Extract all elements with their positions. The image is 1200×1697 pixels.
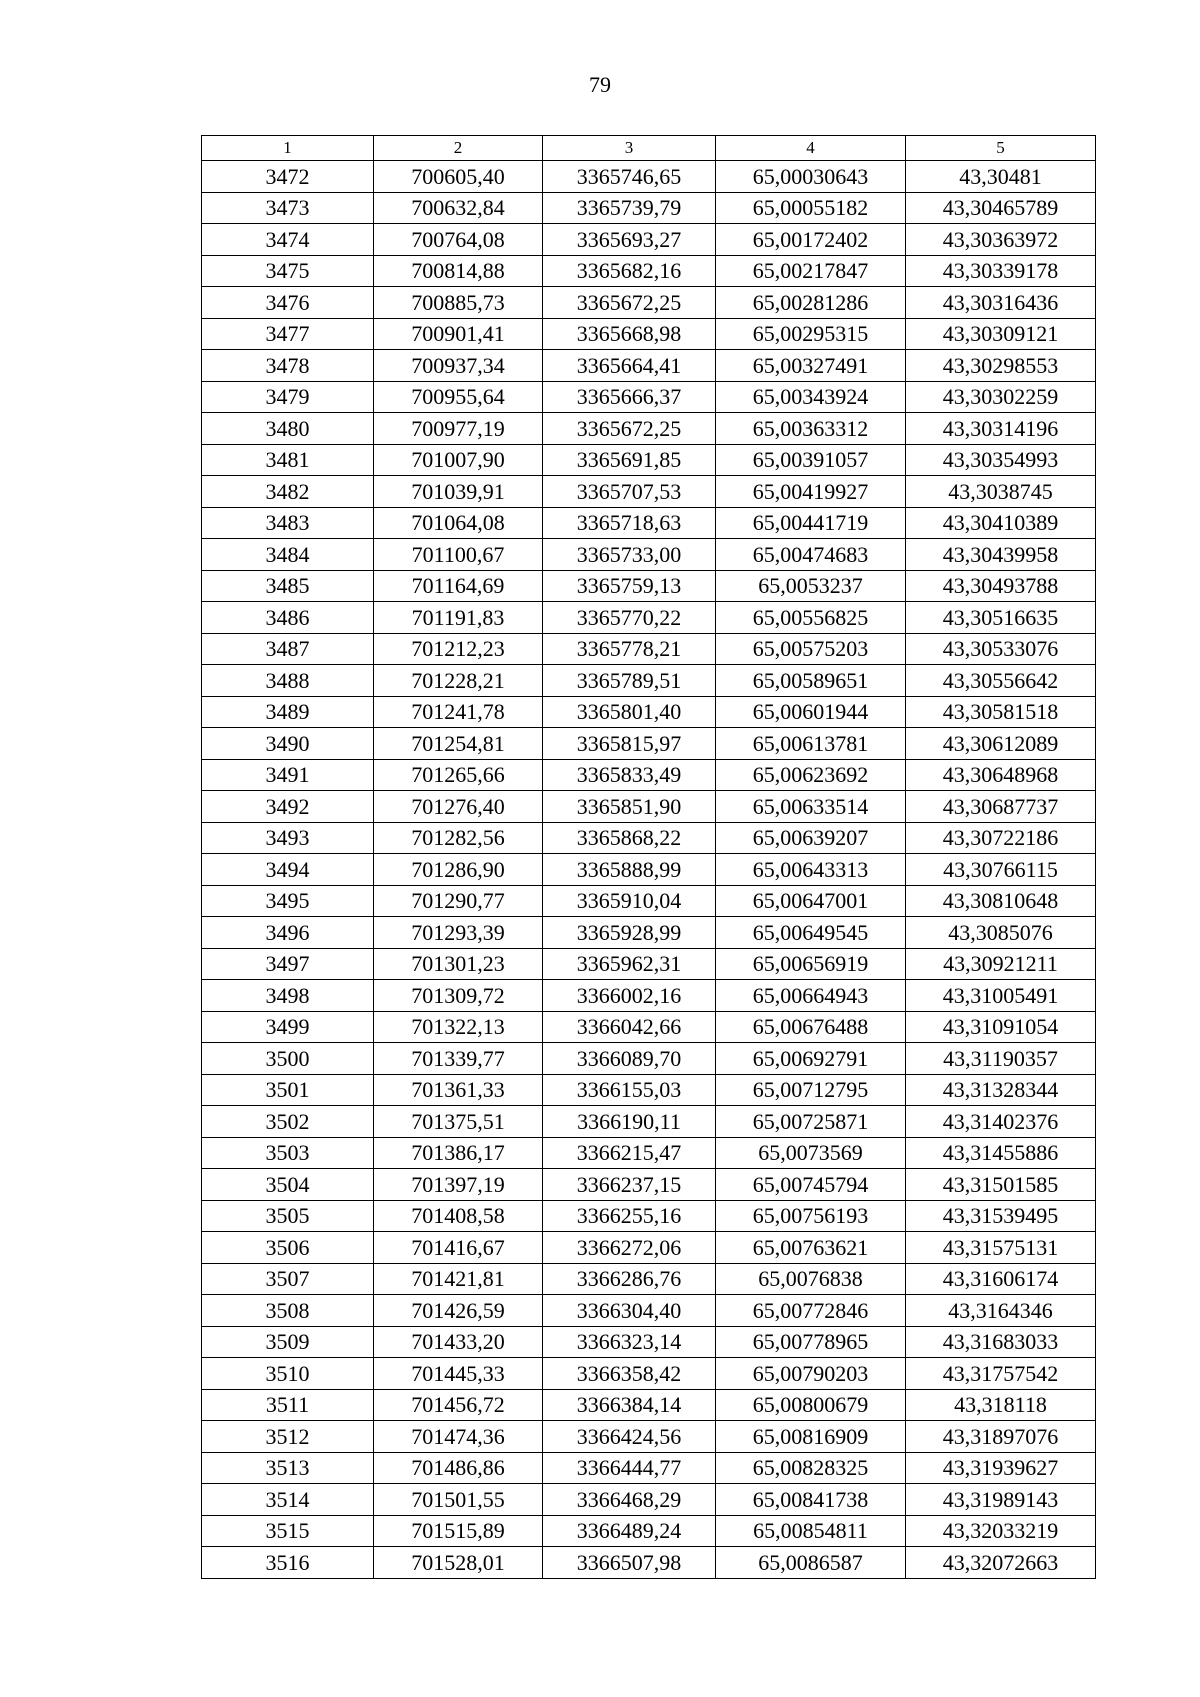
table-cell: 43,30556642 xyxy=(906,665,1096,697)
table-cell: 65,00763621 xyxy=(716,1232,906,1264)
table-cell: 3476 xyxy=(202,287,374,319)
table-cell: 700977,19 xyxy=(374,413,543,445)
table-cell: 3516 xyxy=(202,1547,374,1579)
table-cell: 3491 xyxy=(202,759,374,791)
table-cell: 3510 xyxy=(202,1358,374,1390)
table-cell: 3478 xyxy=(202,350,374,382)
table-cell: 65,00790203 xyxy=(716,1358,906,1390)
table-cell: 3503 xyxy=(202,1137,374,1169)
table-cell: 701408,58 xyxy=(374,1200,543,1232)
table-cell: 43,30363972 xyxy=(906,224,1096,256)
table-row xyxy=(202,728,1096,760)
table-cell: 43,30410389 xyxy=(906,507,1096,539)
table-cell: 3366323,14 xyxy=(543,1326,716,1358)
table-cell: 3366424,56 xyxy=(543,1421,716,1453)
table-cell: 65,00664943 xyxy=(716,980,906,1012)
table-cell: 65,00613781 xyxy=(716,728,906,760)
table-cell: 65,00172402 xyxy=(716,224,906,256)
table-row xyxy=(202,1137,1096,1169)
table-cell: 3365746,65 xyxy=(543,161,716,193)
table-row xyxy=(202,1484,1096,1516)
table-cell: 3366444,77 xyxy=(543,1452,716,1484)
table-cell: 3474 xyxy=(202,224,374,256)
table-cell: 43,30648968 xyxy=(906,759,1096,791)
table-cell: 3365815,97 xyxy=(543,728,716,760)
table-cell: 3365668,98 xyxy=(543,318,716,350)
table-row xyxy=(202,350,1096,382)
table-cell: 65,00575203 xyxy=(716,633,906,665)
table-cell: 43,3038745 xyxy=(906,476,1096,508)
table-cell: 3366255,16 xyxy=(543,1200,716,1232)
table-cell: 701290,77 xyxy=(374,885,543,917)
table-cell: 43,30921211 xyxy=(906,948,1096,980)
table-cell: 3366468,29 xyxy=(543,1484,716,1516)
table-row xyxy=(202,1169,1096,1201)
table-cell: 65,00589651 xyxy=(716,665,906,697)
table-cell: 3495 xyxy=(202,885,374,917)
table-cell: 65,00745794 xyxy=(716,1169,906,1201)
table-cell: 3366304,40 xyxy=(543,1295,716,1327)
table-cell: 3365801,40 xyxy=(543,696,716,728)
table-cell: 701276,40 xyxy=(374,791,543,823)
column-header-2: 2 xyxy=(374,136,543,161)
table-cell: 3497 xyxy=(202,948,374,980)
table-row xyxy=(202,633,1096,665)
table-cell: 65,00676488 xyxy=(716,1011,906,1043)
table-cell: 3365833,49 xyxy=(543,759,716,791)
table-cell: 701007,90 xyxy=(374,444,543,476)
table-cell: 65,00643313 xyxy=(716,854,906,886)
table-cell: 3366384,14 xyxy=(543,1389,716,1421)
table-cell: 3485 xyxy=(202,570,374,602)
table-cell: 43,30314196 xyxy=(906,413,1096,445)
table-cell: 43,31091054 xyxy=(906,1011,1096,1043)
table-cell: 3480 xyxy=(202,413,374,445)
table-cell: 3366358,42 xyxy=(543,1358,716,1390)
table-row xyxy=(202,1358,1096,1390)
table-cell: 3483 xyxy=(202,507,374,539)
table-cell: 700955,64 xyxy=(374,381,543,413)
table-cell: 43,30766115 xyxy=(906,854,1096,886)
table-cell: 3500 xyxy=(202,1043,374,1075)
table-cell: 65,00725871 xyxy=(716,1106,906,1138)
table-cell: 65,00647001 xyxy=(716,885,906,917)
table-cell: 701322,13 xyxy=(374,1011,543,1043)
table-row xyxy=(202,696,1096,728)
table-cell: 701375,51 xyxy=(374,1106,543,1138)
table-cell: 3366489,24 xyxy=(543,1515,716,1547)
table-cell: 3365664,41 xyxy=(543,350,716,382)
table-cell: 3482 xyxy=(202,476,374,508)
table-cell: 3365672,25 xyxy=(543,413,716,445)
table-cell: 65,00295315 xyxy=(716,318,906,350)
table-cell: 701309,72 xyxy=(374,980,543,1012)
table-cell: 65,00692791 xyxy=(716,1043,906,1075)
coordinates-table xyxy=(201,135,1096,1579)
table-cell: 700764,08 xyxy=(374,224,543,256)
table-cell: 701528,01 xyxy=(374,1547,543,1579)
table-cell: 701416,67 xyxy=(374,1232,543,1264)
table-cell: 43,30493788 xyxy=(906,570,1096,602)
table-row xyxy=(202,885,1096,917)
table-cell: 3506 xyxy=(202,1232,374,1264)
table-cell: 3365789,51 xyxy=(543,665,716,697)
page-number: 79 xyxy=(589,72,611,97)
table-cell: 3488 xyxy=(202,665,374,697)
table-cell: 3502 xyxy=(202,1106,374,1138)
table-row xyxy=(202,287,1096,319)
table-cell: 3486 xyxy=(202,602,374,634)
table-cell: 3365666,37 xyxy=(543,381,716,413)
table-cell: 65,00391057 xyxy=(716,444,906,476)
table-cell: 65,00841738 xyxy=(716,1484,906,1516)
table-cell: 3366002,16 xyxy=(543,980,716,1012)
table-cell: 3365770,22 xyxy=(543,602,716,634)
table-row xyxy=(202,602,1096,634)
table-cell: 43,318118 xyxy=(906,1389,1096,1421)
table-row xyxy=(202,413,1096,445)
table-cell: 3499 xyxy=(202,1011,374,1043)
table-cell: 3365759,13 xyxy=(543,570,716,602)
table-cell: 43,31190357 xyxy=(906,1043,1096,1075)
table-cell: 43,30354993 xyxy=(906,444,1096,476)
table-cell: 3366215,47 xyxy=(543,1137,716,1169)
table-cell: 3513 xyxy=(202,1452,374,1484)
table-cell: 43,32033219 xyxy=(906,1515,1096,1547)
table-cell: 3366237,15 xyxy=(543,1169,716,1201)
table-cell: 701397,19 xyxy=(374,1169,543,1201)
table-cell: 3365718,63 xyxy=(543,507,716,539)
table-cell: 43,30298553 xyxy=(906,350,1096,382)
table-cell: 3365851,90 xyxy=(543,791,716,823)
table-cell: 3365672,25 xyxy=(543,287,716,319)
table-row xyxy=(202,1547,1096,1579)
table-cell: 701241,78 xyxy=(374,696,543,728)
table-cell: 65,00816909 xyxy=(716,1421,906,1453)
table-cell: 65,00656919 xyxy=(716,948,906,980)
table-cell: 701212,23 xyxy=(374,633,543,665)
table-cell: 43,31606174 xyxy=(906,1263,1096,1295)
table-cell: 65,00828325 xyxy=(716,1452,906,1484)
table-cell: 3484 xyxy=(202,539,374,571)
table-body xyxy=(202,161,1096,1579)
table-cell: 65,00649545 xyxy=(716,917,906,949)
table-cell: 3365778,21 xyxy=(543,633,716,665)
table-cell: 65,00623692 xyxy=(716,759,906,791)
table-cell: 65,0086587 xyxy=(716,1547,906,1579)
table-cell: 701433,20 xyxy=(374,1326,543,1358)
table-cell: 3365888,99 xyxy=(543,854,716,886)
table-cell: 65,00217847 xyxy=(716,255,906,287)
table-cell: 3507 xyxy=(202,1263,374,1295)
table-cell: 3504 xyxy=(202,1169,374,1201)
table-row xyxy=(202,444,1096,476)
table-cell: 701286,90 xyxy=(374,854,543,886)
column-header-3: 3 xyxy=(543,136,716,161)
table-cell: 701339,77 xyxy=(374,1043,543,1075)
table-cell: 65,0076838 xyxy=(716,1263,906,1295)
table-cell: 3366286,76 xyxy=(543,1263,716,1295)
table-row xyxy=(202,1421,1096,1453)
table-cell: 701100,67 xyxy=(374,539,543,571)
table-cell: 3365693,27 xyxy=(543,224,716,256)
table-cell: 3365733,00 xyxy=(543,539,716,571)
table-cell: 3511 xyxy=(202,1389,374,1421)
table-cell: 65,00474683 xyxy=(716,539,906,571)
table-cell: 65,00854811 xyxy=(716,1515,906,1547)
table-cell: 65,00778965 xyxy=(716,1326,906,1358)
table-row xyxy=(202,980,1096,1012)
column-header-4: 4 xyxy=(716,136,906,161)
table-row xyxy=(202,161,1096,193)
table-cell: 700885,73 xyxy=(374,287,543,319)
table-cell: 43,31005491 xyxy=(906,980,1096,1012)
table-cell: 43,31539495 xyxy=(906,1200,1096,1232)
table-cell: 65,00633514 xyxy=(716,791,906,823)
table-cell: 3494 xyxy=(202,854,374,886)
table-cell: 43,32072663 xyxy=(906,1547,1096,1579)
table-row xyxy=(202,381,1096,413)
table-cell: 3366190,11 xyxy=(543,1106,716,1138)
table-cell: 3514 xyxy=(202,1484,374,1516)
table-cell: 43,30316436 xyxy=(906,287,1096,319)
table-cell: 3365928,99 xyxy=(543,917,716,949)
table-cell: 43,30302259 xyxy=(906,381,1096,413)
table-cell: 65,00363312 xyxy=(716,413,906,445)
table-row xyxy=(202,1452,1096,1484)
table-cell: 3508 xyxy=(202,1295,374,1327)
table-cell: 43,31897076 xyxy=(906,1421,1096,1453)
table-cell: 65,00055182 xyxy=(716,192,906,224)
table-cell: 3509 xyxy=(202,1326,374,1358)
table-row xyxy=(202,224,1096,256)
table-cell: 701421,81 xyxy=(374,1263,543,1295)
table-cell: 701064,08 xyxy=(374,507,543,539)
table-row xyxy=(202,318,1096,350)
table-cell: 43,31757542 xyxy=(906,1358,1096,1390)
table-row xyxy=(202,1043,1096,1075)
table-cell: 43,30465789 xyxy=(906,192,1096,224)
table-row xyxy=(202,665,1096,697)
table-row xyxy=(202,917,1096,949)
table-row xyxy=(202,507,1096,539)
table-row xyxy=(202,255,1096,287)
table-cell: 43,31989143 xyxy=(906,1484,1096,1516)
table-cell: 43,3085076 xyxy=(906,917,1096,949)
table-cell: 43,31455886 xyxy=(906,1137,1096,1169)
table-cell: 65,00639207 xyxy=(716,822,906,854)
table-cell: 701361,33 xyxy=(374,1074,543,1106)
table-cell: 3366272,06 xyxy=(543,1232,716,1264)
table-cell: 3365868,22 xyxy=(543,822,716,854)
table-cell: 701191,83 xyxy=(374,602,543,634)
table-cell: 43,30481 xyxy=(906,161,1096,193)
table-cell: 3472 xyxy=(202,161,374,193)
table-cell: 701293,39 xyxy=(374,917,543,949)
table-cell: 701445,33 xyxy=(374,1358,543,1390)
table-cell: 701474,36 xyxy=(374,1421,543,1453)
table-cell: 65,00327491 xyxy=(716,350,906,382)
column-header-5: 5 xyxy=(906,136,1096,161)
table-cell: 3365739,79 xyxy=(543,192,716,224)
table-cell: 65,00601944 xyxy=(716,696,906,728)
table-cell: 65,00030643 xyxy=(716,161,906,193)
table-cell: 3481 xyxy=(202,444,374,476)
table-cell: 43,30581518 xyxy=(906,696,1096,728)
table-cell: 3493 xyxy=(202,822,374,854)
table-cell: 65,00441719 xyxy=(716,507,906,539)
table-cell: 700901,41 xyxy=(374,318,543,350)
table-cell: 700814,88 xyxy=(374,255,543,287)
table-cell: 3365707,53 xyxy=(543,476,716,508)
table-row xyxy=(202,822,1096,854)
table-row xyxy=(202,1515,1096,1547)
table-cell: 3366042,66 xyxy=(543,1011,716,1043)
table-cell: 65,0053237 xyxy=(716,570,906,602)
table-cell: 43,31575131 xyxy=(906,1232,1096,1264)
table-cell: 3498 xyxy=(202,980,374,1012)
table-cell: 3475 xyxy=(202,255,374,287)
table-cell: 3496 xyxy=(202,917,374,949)
table-row xyxy=(202,948,1096,980)
table-cell: 3366089,70 xyxy=(543,1043,716,1075)
table-cell: 3365682,16 xyxy=(543,255,716,287)
table-cell: 43,30516635 xyxy=(906,602,1096,634)
table-cell: 43,31939627 xyxy=(906,1452,1096,1484)
table-cell: 3365691,85 xyxy=(543,444,716,476)
table-cell: 43,30612089 xyxy=(906,728,1096,760)
table-cell: 43,30810648 xyxy=(906,885,1096,917)
table-cell: 3473 xyxy=(202,192,374,224)
table-cell: 701039,91 xyxy=(374,476,543,508)
table-row xyxy=(202,1326,1096,1358)
table-cell: 701386,17 xyxy=(374,1137,543,1169)
table-cell: 3515 xyxy=(202,1515,374,1547)
table-cell: 3365910,04 xyxy=(543,885,716,917)
table-cell: 3512 xyxy=(202,1421,374,1453)
table-cell: 43,30533076 xyxy=(906,633,1096,665)
table-cell: 3366155,03 xyxy=(543,1074,716,1106)
table-row xyxy=(202,791,1096,823)
table-cell: 701501,55 xyxy=(374,1484,543,1516)
table-cell: 3490 xyxy=(202,728,374,760)
table-cell: 43,3164346 xyxy=(906,1295,1096,1327)
table-cell: 3487 xyxy=(202,633,374,665)
table-cell: 3365962,31 xyxy=(543,948,716,980)
table-cell: 701265,66 xyxy=(374,759,543,791)
table-row xyxy=(202,1263,1096,1295)
table-row xyxy=(202,192,1096,224)
table-cell: 43,31402376 xyxy=(906,1106,1096,1138)
table-cell: 43,31501585 xyxy=(906,1169,1096,1201)
table-header-row xyxy=(202,136,1096,161)
table-cell: 43,30687737 xyxy=(906,791,1096,823)
table-cell: 701228,21 xyxy=(374,665,543,697)
table-cell: 65,00343924 xyxy=(716,381,906,413)
table-row xyxy=(202,1011,1096,1043)
table-cell: 3492 xyxy=(202,791,374,823)
table-cell: 43,30339178 xyxy=(906,255,1096,287)
table-cell: 700605,40 xyxy=(374,161,543,193)
table-cell: 701515,89 xyxy=(374,1515,543,1547)
table-cell: 701301,23 xyxy=(374,948,543,980)
table-cell: 43,31328344 xyxy=(906,1074,1096,1106)
table-cell: 701282,56 xyxy=(374,822,543,854)
table-cell: 3501 xyxy=(202,1074,374,1106)
table-cell: 65,00756193 xyxy=(716,1200,906,1232)
table-cell: 43,30309121 xyxy=(906,318,1096,350)
table-cell: 3366507,98 xyxy=(543,1547,716,1579)
table-cell: 700632,84 xyxy=(374,192,543,224)
table-row xyxy=(202,1200,1096,1232)
table-cell: 700937,34 xyxy=(374,350,543,382)
table-row xyxy=(202,476,1096,508)
table-row xyxy=(202,1232,1096,1264)
table-cell: 65,00800679 xyxy=(716,1389,906,1421)
column-header-1: 1 xyxy=(202,136,374,161)
table-row xyxy=(202,570,1096,602)
table-cell: 65,00556825 xyxy=(716,602,906,634)
table-cell: 43,30722186 xyxy=(906,822,1096,854)
table-cell: 65,00772846 xyxy=(716,1295,906,1327)
table-row xyxy=(202,1389,1096,1421)
table-row xyxy=(202,1295,1096,1327)
table-cell: 43,30439958 xyxy=(906,539,1096,571)
table-row xyxy=(202,1106,1096,1138)
table-row xyxy=(202,1074,1096,1106)
table-cell: 3479 xyxy=(202,381,374,413)
table-cell: 3505 xyxy=(202,1200,374,1232)
table-row xyxy=(202,539,1096,571)
table-cell: 65,0073569 xyxy=(716,1137,906,1169)
table-cell: 43,31683033 xyxy=(906,1326,1096,1358)
table-cell: 701486,86 xyxy=(374,1452,543,1484)
table-cell: 701456,72 xyxy=(374,1389,543,1421)
table-cell: 65,00419927 xyxy=(716,476,906,508)
table-cell: 701426,59 xyxy=(374,1295,543,1327)
table-cell: 3489 xyxy=(202,696,374,728)
table-cell: 65,00712795 xyxy=(716,1074,906,1106)
table-row xyxy=(202,759,1096,791)
table-cell: 65,00281286 xyxy=(716,287,906,319)
table-cell: 701164,69 xyxy=(374,570,543,602)
table-cell: 3477 xyxy=(202,318,374,350)
table-cell: 701254,81 xyxy=(374,728,543,760)
table-row xyxy=(202,854,1096,886)
